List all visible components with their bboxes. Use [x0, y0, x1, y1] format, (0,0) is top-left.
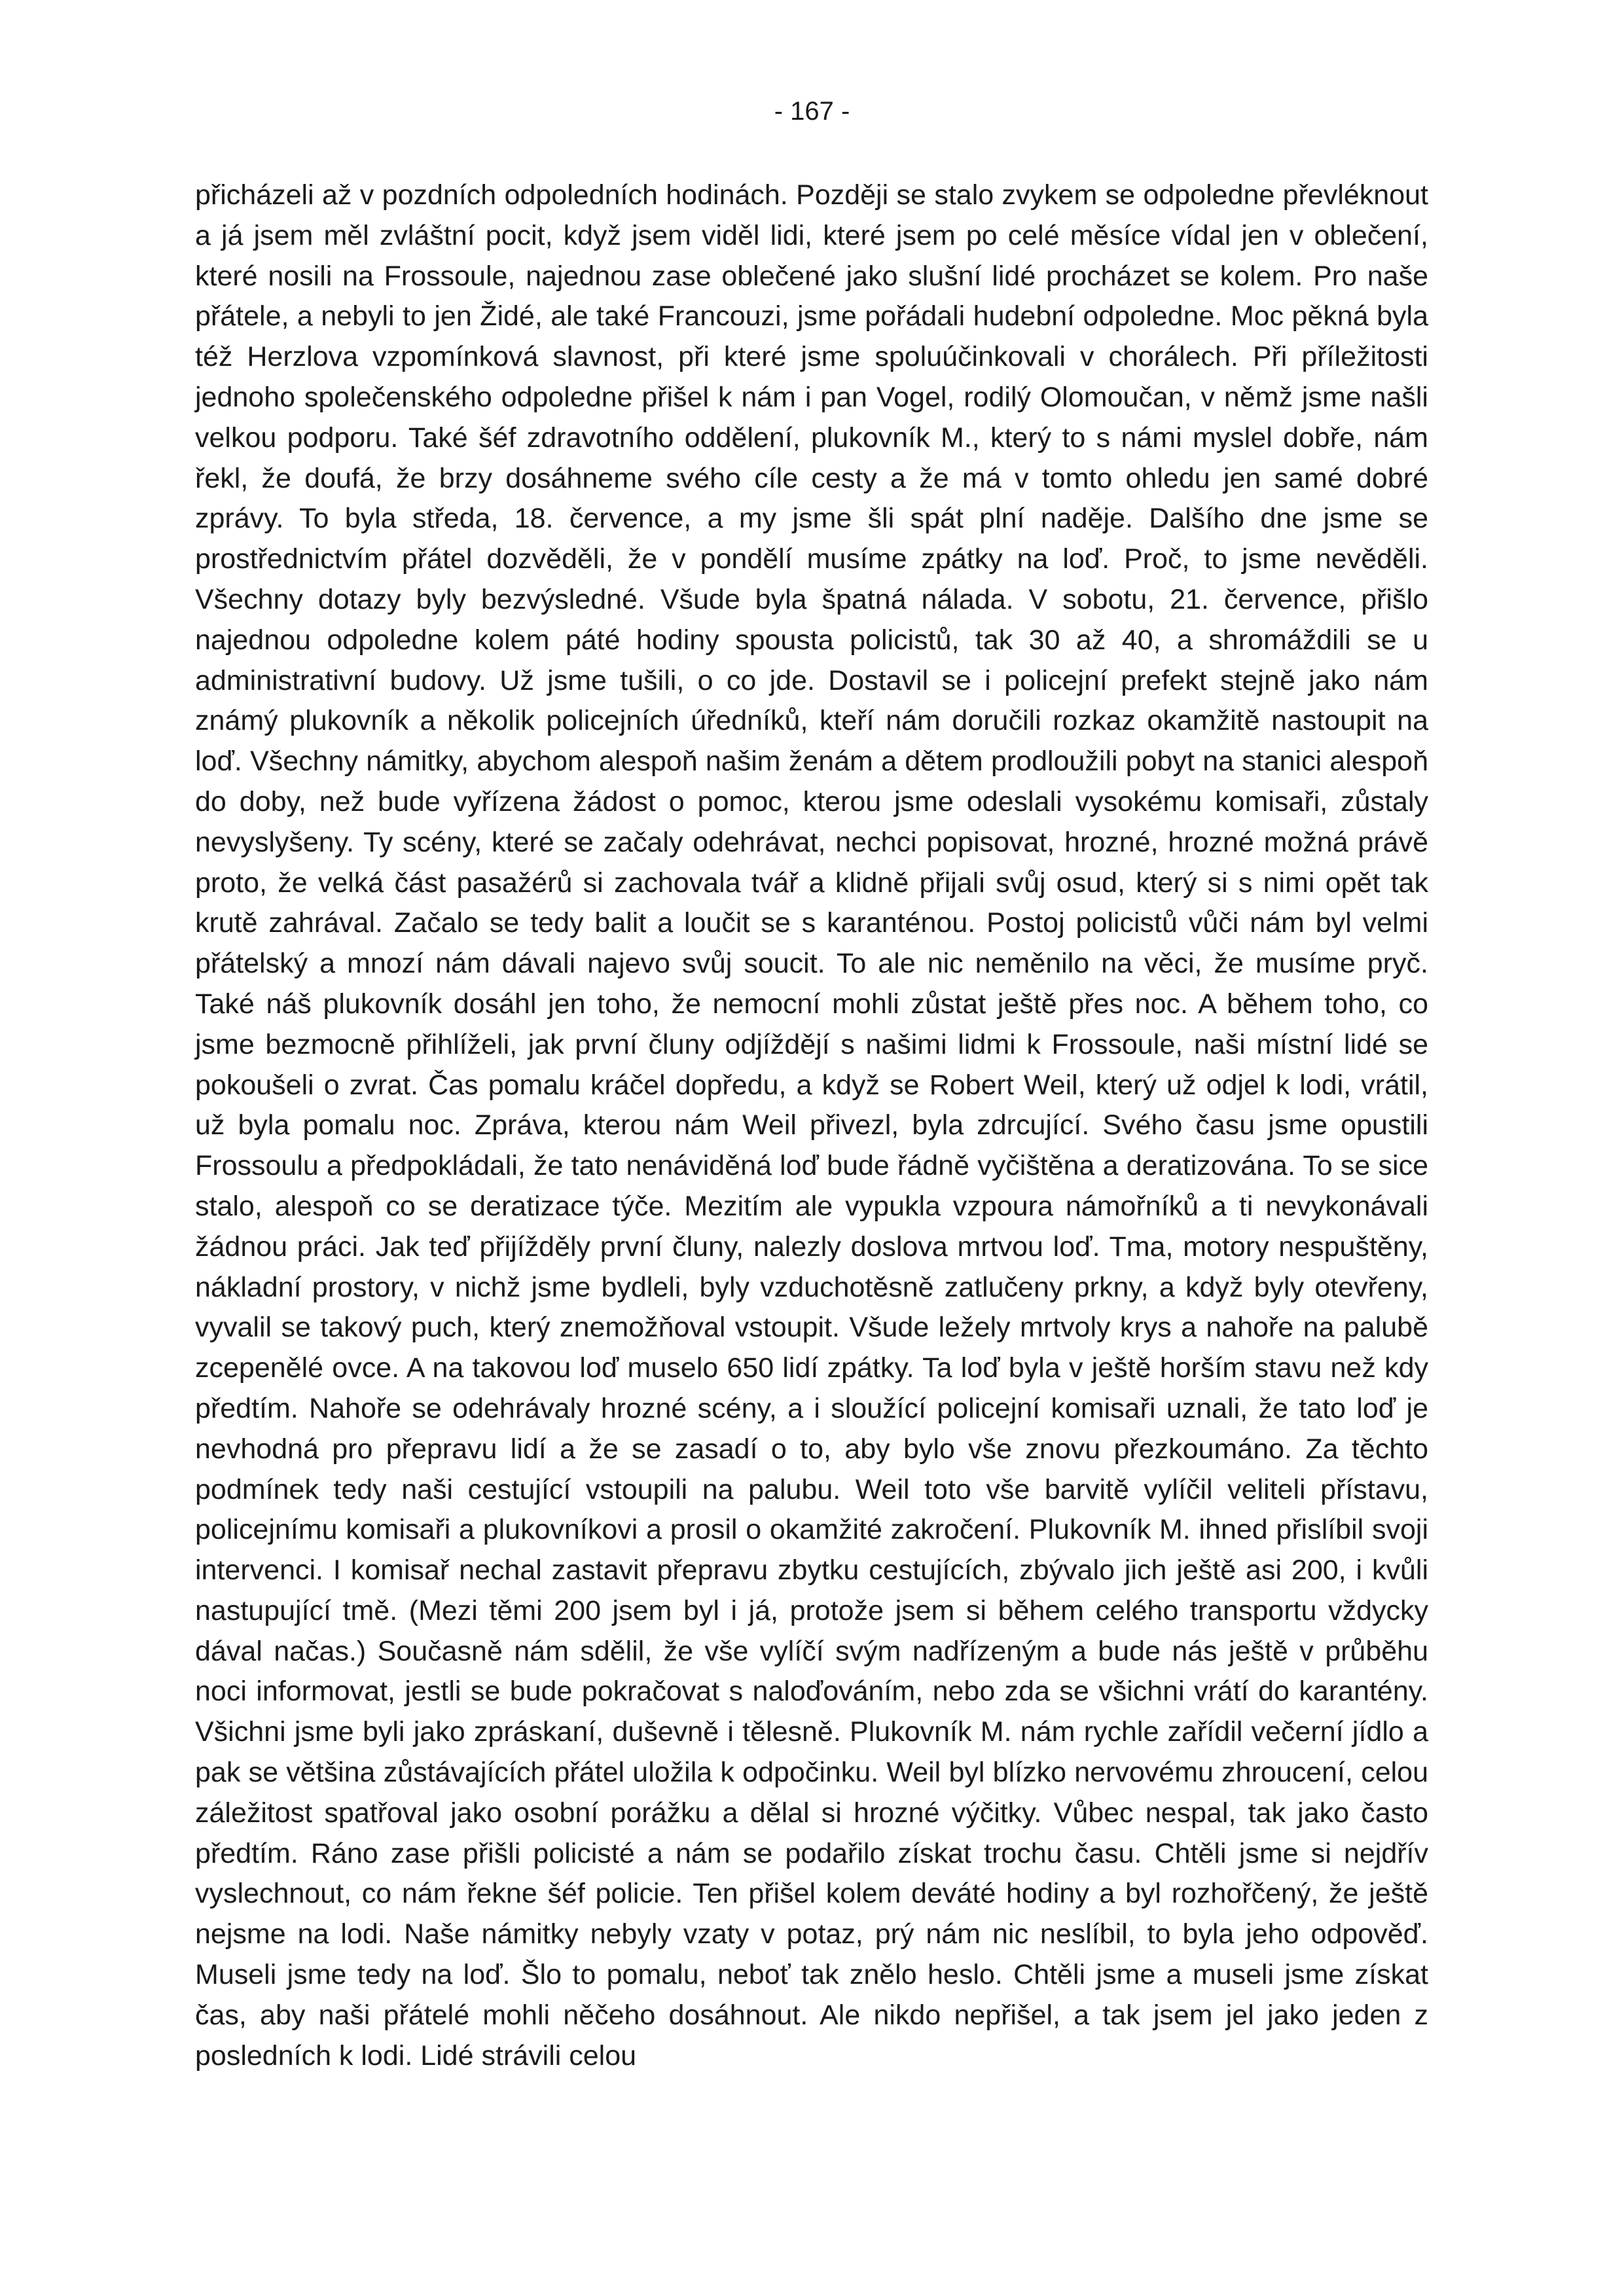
- page-number: - 167 -: [774, 97, 850, 126]
- body-paragraph: přicházeli až v pozdních odpoledních hodinách. Později se stalo zvykem se odpoledne převléknout a já jsem měl zvláštní pocit, když jsem viděl lidi, které jsem po celé měsíce vídal jen v oblečení, které nosili na Frossoule, najednou zase oblečené jako slušní lidé procházet se kolem. Pro naše přátele, a nebyli to jen Židé, ale také Francouzi, jsme pořádali hudební odpoledne. Moc pěkná byla též Herzlova vzpomínková slavnost, při které jsme spoluúčinkovali v chorálech. Při příležitosti jednoho společenského odpoledne přišel k nám i pan Vogel, rodilý Olomoučan, v němž jsme našli velkou podporu. Také šéf zdravotního oddělení, plukovník M., který to s námi myslel dobře, nám řekl, že doufá, že brzy dosáhneme svého cíle cesty a že má v tomto ohledu jen samé dobré zprávy. To byla středa, 18. července, a my jsme šli spát plní naděje. Dalšího dne jsme se prostřednictvím přátel dozvěděli, že v pondělí musíme zpátky na loď. Proč, to jsme nevěděli. Všechny dotazy byly bezvýsledné. Všude byla špatná nálada. V sobotu, 21. července, přišlo najednou odpoledne kolem páté hodiny spousta policistů, tak 30 až 40, a shromáždili se u administrativní budovy. Už jsme tušili, o co jde. Dostavil se i policejní prefekt stejně jako nám známý plukovník a několik policejních úředníků, kteří nám doručili rozkaz okamžitě nastoupit na loď. Všechny námitky, abychom alespoň našim ženám a dětem prodloužili pobyt na stanici alespoň do doby, než bude vyřízena žádost o pomoc, kterou jsme odeslali vysokému komisaři, zůstaly nevyslyšeny. Ty scény, které se začaly odehrávat, nechci popisovat, hrozné, hrozné možná právě proto, že velká část pasažérů si zachovala tvář a klidně přijali svůj osud, který si s nimi opět tak krutě zahrával. Začalo se tedy balit a loučit se s karanténou. Postoj policistů vůči nám byl velmi přátelský a mnozí nám dávali najevo svůj soucit. To ale nic neměnilo na věci, že musíme pryč. Také náš plukovník dosáhl jen toho, že nemocní mohli zůstat ještě přes noc. A během toho, co jsme bezmocně přihlíželi, jak první čluny odjíždějí s našimi lidmi k Frossoule, naši místní lidé se pokoušeli o zvrat. Čas pomalu kráčel dopředu, a když se Robert Weil, který už odjel k lodi, vrátil, už byla pomalu noc. Zpráva, kterou nám Weil přivezl, byla zdrcující. Svého času jsme opustili Frossoulu a předpokládali, že tato nenáviděná loď bude řádně vyčištěna a deratizována. To se sice stalo, alespoň co se deratizace týče. Mezitím ale vypukla vzpoura námořníků a ti nevykonávali žádnou práci. Jak teď přijížděly první čluny, nalezly doslova mrtvou loď. Tma, motory nespuštěny, nákladní prostory, v nichž jsme bydleli, byly vzduchotěsně zatlučeny prkny, a když byly otevřeny, vyvalil se takový puch, který znemožňoval vstoupit. Všude ležely mrtvoly krys a nahoře na palubě zcepenělé ovce. A na takovou loď muselo 650 lidí zpátky. Ta loď byla v ještě horším stavu než kdy předtím. Nahoře se odehrávaly hrozné scény, a i sloužící policejní komisaři uznali, že tato loď je nevhodná pro přepravu lidí a že se zasadí o to, aby bylo vše znovu přezkoumáno. Za těchto podmínek tedy naši cestující vstoupili na palubu. Weil toto vše barvitě vylíčil veliteli přístavu, policejnímu komisaři a plukovníkovi a prosil o okamžité zakročení. Plukovník M. ihned přislíbil svoji intervenci. I komisař nechal zastavit přepravu zbytku cestujících, zbývalo jich ještě asi 200, i kvůli nastupující tmě. (Mezi těmi 200 jsem byl i já, protože jsem si během celého transportu vždycky dával načas.) Současně nám sdělil, že vše vylíčí svým nadřízeným a bude nás ještě v průběhu noci informovat, jestli se bude pokračovat s naloďováním, nebo zda se všichni vrátí do karantény. Všichni jsme byli jako zpráskaní, duševně i tělesně. Plukovník M. nám rychle zařídil večerní jídlo a pak se většina zůstávajících přátel uložila k odpočinku. Weil byl blízko nervovému zhroucení, celou záležitost spatřoval jako osobní porážku a dělal si hrozné výčitky. Vůbec nespal, tak jako často předtím. Ráno zase přišli policisté a nám se podařilo získat trochu času. Chtěli jsme si nejdřív vyslechnout, co nám řekne šéf policie. Ten přišel kolem deváté hodiny a byl rozhořčený, že ještě nejsme na lodi. Naše námitky nebyly vzaty v potaz, prý nám nic neslíbil, to byla jeho odpověď. Museli jsme tedy na loď. Šlo to pomalu, neboť tak znělo heslo. Chtěli jsme a museli jsme získat čas, aby naši přátelé mohli něčeho dosáhnout. Ale nikdo nepřišel, a tak jsem jel jako jeden z posledních k lodi. Lidé strávili celou: [195, 179, 1428, 2072]
